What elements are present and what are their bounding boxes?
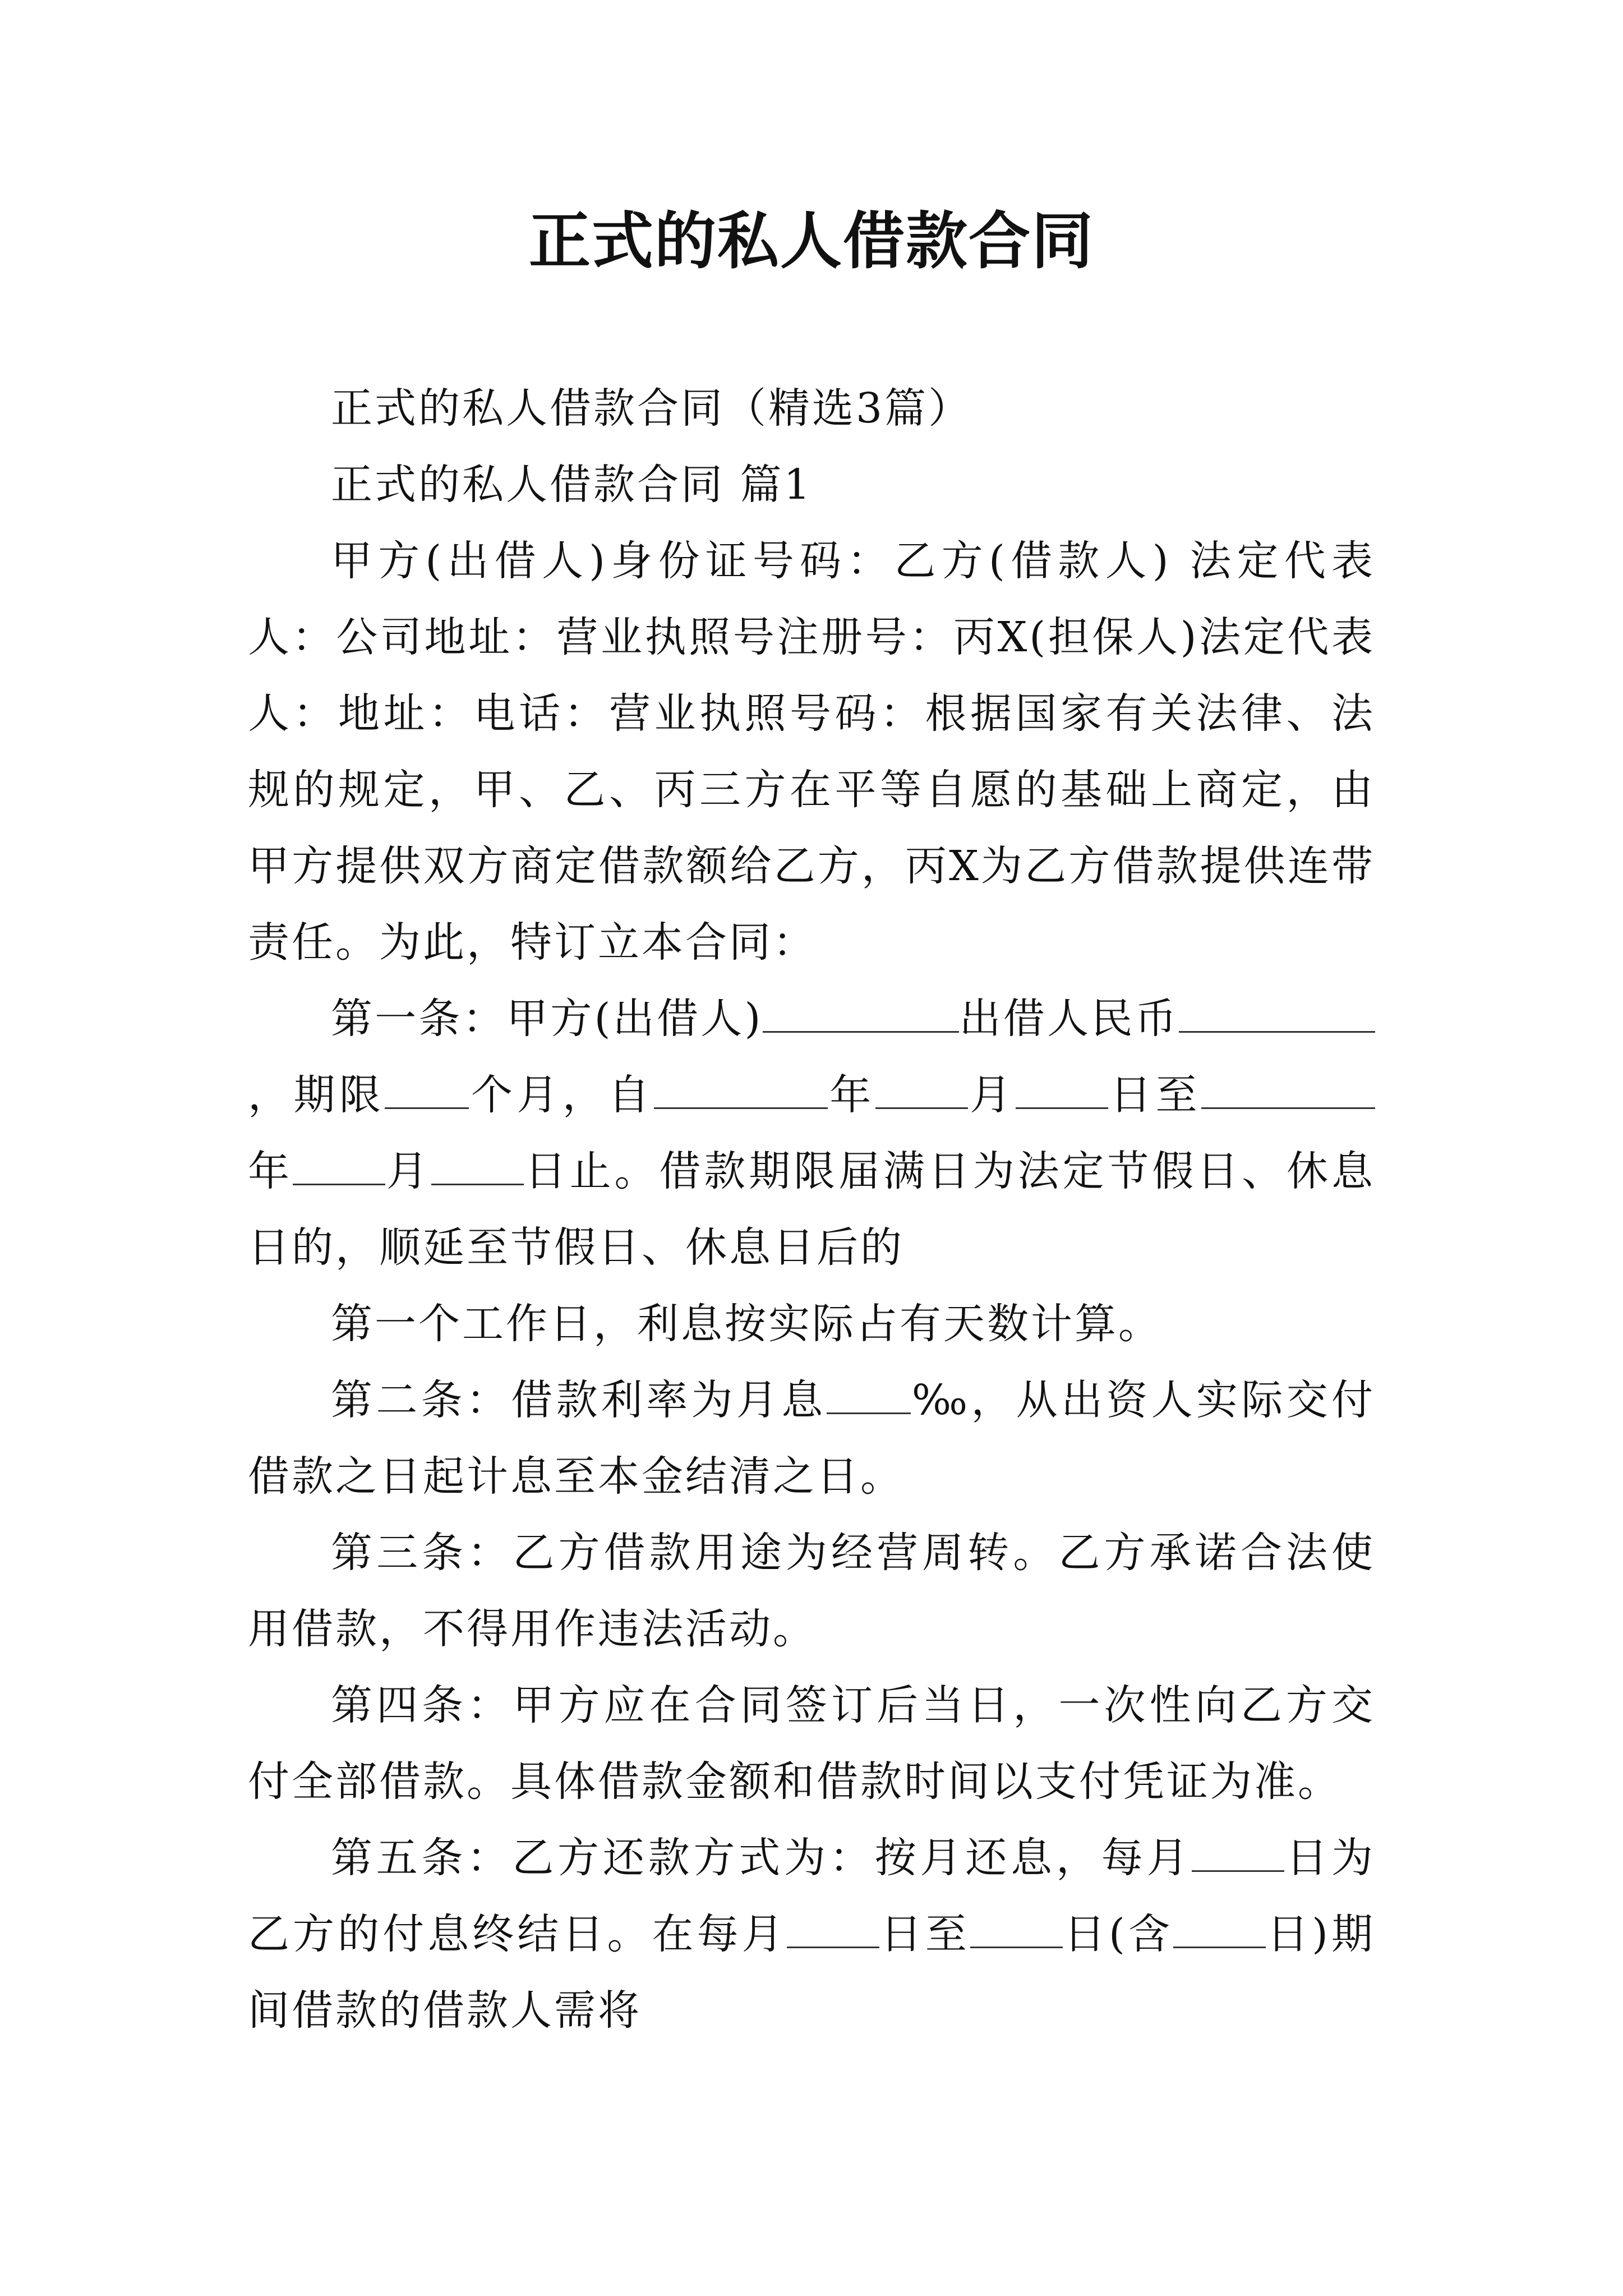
paragraph-article-4: 第四条：甲方应在合同签订后当日，一次性向乙方交付全部借款。具体借款金额和借款时间以支付凭证为准。 <box>248 1681 1375 1806</box>
blank-field-start-year[interactable] <box>654 1068 828 1109</box>
article-2-text-b: ‰，从出资人实际交付借款之日起计息至本金结清之日。 <box>248 1376 1375 1501</box>
article-5-text-e: 日)期间借款的借款人需将 <box>248 1910 1376 2035</box>
article-5-text-b: 日为乙方的付息终结日。在每月 <box>248 1834 1376 1958</box>
article-1-text-h: 年 <box>248 1147 293 1195</box>
paragraph-subtitle: 正式的私人借款合同（精选3篇） <box>331 384 972 432</box>
paragraph-article-2 <box>248 1362 1375 1515</box>
article-2-text-a: 第二条：借款利率为月息 <box>331 1376 827 1424</box>
article-5-text-d: 日(含 <box>1062 1910 1173 1958</box>
blank-field-amount[interactable] <box>1179 992 1375 1033</box>
article-5-text-a: 第五条：乙方还款方式为：按月还息，每月 <box>331 1834 1192 1882</box>
blank-field-start-day[interactable] <box>1016 1068 1108 1109</box>
blank-field-start-month[interactable] <box>875 1068 968 1109</box>
blank-field-lender[interactable] <box>763 992 959 1033</box>
paragraph-article-1-continued: 第一个工作日，利息按实际占有天数计算。 <box>331 1300 1162 1348</box>
blank-field-end-year[interactable] <box>1201 1068 1375 1109</box>
blank-field-interest-rate[interactable] <box>827 1373 911 1414</box>
paragraph-section-heading: 正式的私人借款合同 篇1 <box>331 461 813 509</box>
blank-field-period-start[interactable] <box>787 1907 879 1948</box>
document-body <box>248 370 1375 2049</box>
article-1-text-i: 月 <box>385 1147 431 1195</box>
paragraph-article-3: 第三条：乙方借款用途为经营周转。乙方承诺合法使用借款，不得用作违法活动。 <box>248 1529 1375 1653</box>
article-5-text-c: 日至 <box>879 1910 970 1958</box>
blank-field-period-inclusive[interactable] <box>1173 1907 1266 1948</box>
article-1-text-f: 月 <box>967 1071 1016 1119</box>
blank-field-period-end[interactable] <box>970 1907 1063 1948</box>
article-1-text-j: 日止。借款期限届满日为法定节假日、休息日的，顺延至节假日、休息日后的 <box>248 1147 1376 1272</box>
article-1-text-d: 个月，自 <box>469 1071 654 1119</box>
paragraph-article-5 <box>248 1820 1375 2049</box>
article-1-text-c: ，期限 <box>248 1071 385 1119</box>
paragraph-parties: 甲方(出借人)身份证号码：乙方(借款人) 法定代表人：公司地址：营业执照号注册号：丙X(担保人)法定代表人：地址：电话：营业执照号码：根据国家有关法律、法规的规定，甲、乙、丙三方在平等自愿的基础上商定，由甲方提供双方商定借款额给乙方，丙X为乙方借款提供连带责任。为此，特订立本合同： <box>248 537 1375 967</box>
article-1-text-e: 年 <box>827 1071 875 1119</box>
blank-field-months[interactable] <box>385 1068 469 1109</box>
document-title: 正式的私人借款合同 <box>529 205 1094 277</box>
blank-field-end-day[interactable] <box>431 1144 524 1185</box>
article-1-text-b: 出借人民币 <box>959 995 1179 1043</box>
blank-field-payment-day[interactable] <box>1192 1831 1284 1872</box>
paragraph-article-1 <box>248 981 1375 1286</box>
blank-field-end-month[interactable] <box>293 1144 385 1185</box>
article-1-text-a: 第一条：甲方(出借人) <box>331 995 763 1043</box>
article-1-text-g: 日至 <box>1108 1071 1202 1119</box>
